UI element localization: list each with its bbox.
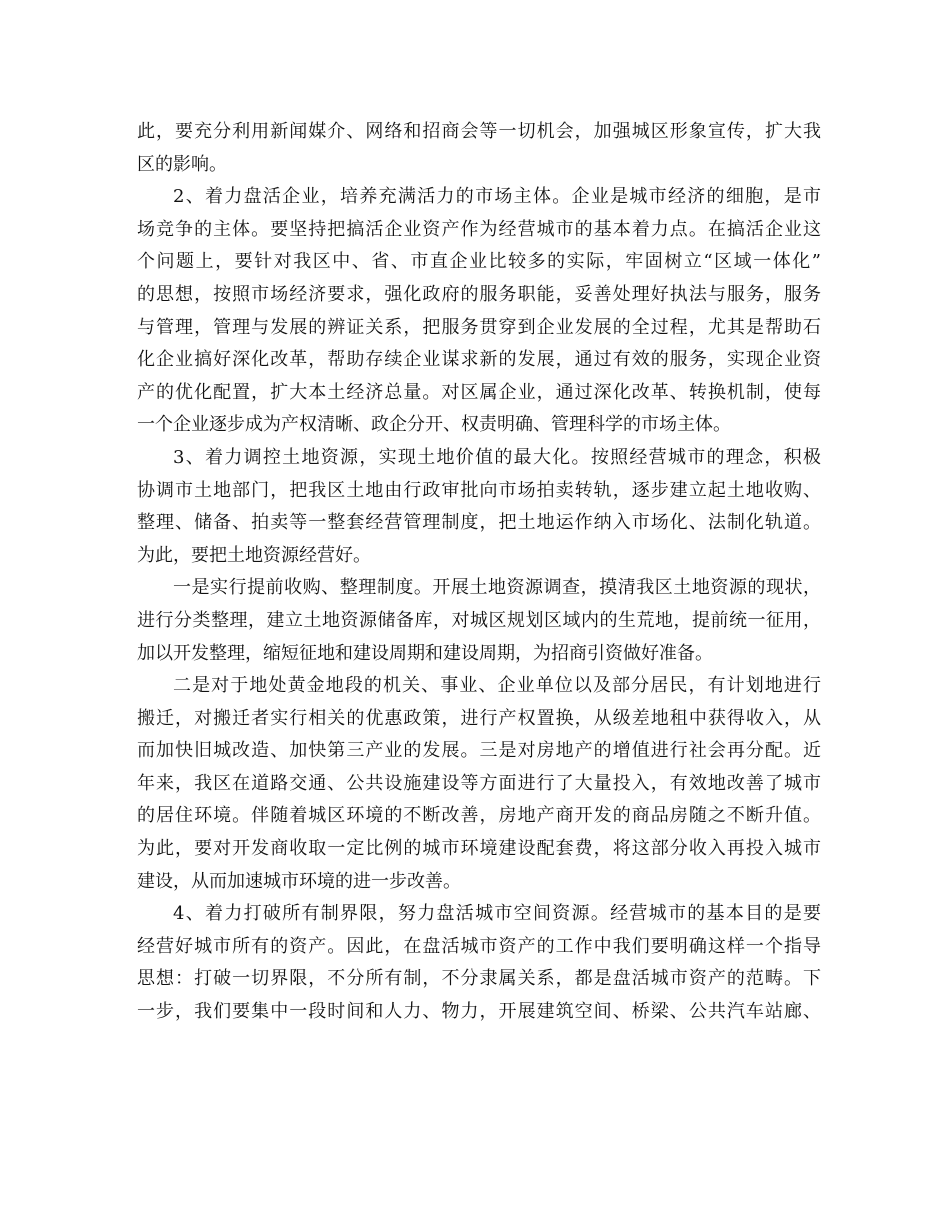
text-line: 加以开发整理，缩短征地和建设周期和建设周期，为招商引资做好准备。 <box>137 642 713 664</box>
text-line: 场竞争的主体。要坚持把搞活企业资产作为经营城市的基本着力点。在搞活企业这 <box>137 218 821 240</box>
text-line: 区的影响。 <box>137 153 227 175</box>
paragraph-start-line: 二是对于地处黄金地段的机关、事业、企业单位以及部分居民，有计划地进行 <box>173 675 821 697</box>
text-line: 个问题上，要针对我区中、省、市直企业比较多的实际，牢固树立“区域一体化” <box>137 251 821 273</box>
text-line: 一个企业逐步成为产权清晰、政企分开、权责明确、管理科学的市场主体。 <box>137 414 731 436</box>
text-line: 年来，我区在道路交通、公共设施建设等方面进行了大量投入，有效地改善了城市 <box>137 772 821 794</box>
text-line: 产的优化配置，扩大本土经济总量。对区属企业，通过深化改革、转换机制，使每 <box>137 381 821 403</box>
text-line: 为此，要把土地资源经营好。 <box>137 544 371 566</box>
text-line: 整理、储备、拍卖等一整套经营管理制度，把土地运作纳入市场化、法制化轨道。 <box>137 512 821 534</box>
text-line: 一步，我们要集中一段时间和人力、物力，开展建筑空间、桥梁、公共汽车站廊、 <box>137 1001 821 1023</box>
text-line: 进行分类整理，建立土地资源储备库，对城区规划区域内的生荒地，提前统一征用， <box>137 609 821 631</box>
text-line: 经营好城市所有的资产。因此，在盘活城市资产的工作中我们要明确这样一个指导 <box>137 935 821 957</box>
paragraph-start-line: 2、着力盘活企业，培养充满活力的市场主体。企业是城市经济的细胞，是市 <box>173 186 821 208</box>
text-line: 协调市土地部门，把我区土地由行政审批向市场拍卖转轨，逐步建立起土地收购、 <box>137 479 821 501</box>
text-line: 化企业搞好深化改革，帮助存续企业谋求新的发展，通过有效的服务，实现企业资 <box>137 349 821 371</box>
text-line: 为此，要对开发商收取一定比例的城市环境建设配套费，将这部分收入再投入城市 <box>137 838 821 860</box>
text-line: 而加快旧城改造、加快第三产业的发展。三是对房地产的增值进行社会再分配。近 <box>137 740 821 762</box>
text-line: 的思想，按照市场经济要求，强化政府的服务职能，妥善处理好执法与服务，服务 <box>137 283 821 305</box>
paragraph-start-line: 一是实行提前收购、整理制度。开展土地资源调查，摸清我区土地资源的现状， <box>173 577 821 599</box>
text-line: 的居住环境。伴随着城区环境的不断改善，房地产商开发的商品房随之不断升值。 <box>137 805 821 827</box>
text-line: 思想：打破一切界限，不分所有制，不分隶属关系，都是盘活城市资产的范畴。下 <box>137 968 821 990</box>
text-line: 与管理，管理与发展的辨证关系，把服务贯穿到企业发展的全过程，尤其是帮助石 <box>137 316 821 338</box>
text-line: 建设，从而加速城市环境的进一步改善。 <box>137 870 461 892</box>
paragraph-start-line: 3、着力调控土地资源，实现土地价值的最大化。按照经营城市的理念，积极 <box>173 446 821 468</box>
document-body <box>137 116 821 1029</box>
text-line: 此，要充分利用新闻媒介、网络和招商会等一切机会，加强城区形象宣传，扩大我 <box>137 121 821 142</box>
text-line: 搬迁，对搬迁者实行相关的优惠政策，进行产权置换，从级差地租中获得收入，从 <box>137 707 821 729</box>
paragraph-start-line: 4、着力打破所有制界限，努力盘活城市空间资源。经营城市的基本目的是要 <box>173 903 821 925</box>
